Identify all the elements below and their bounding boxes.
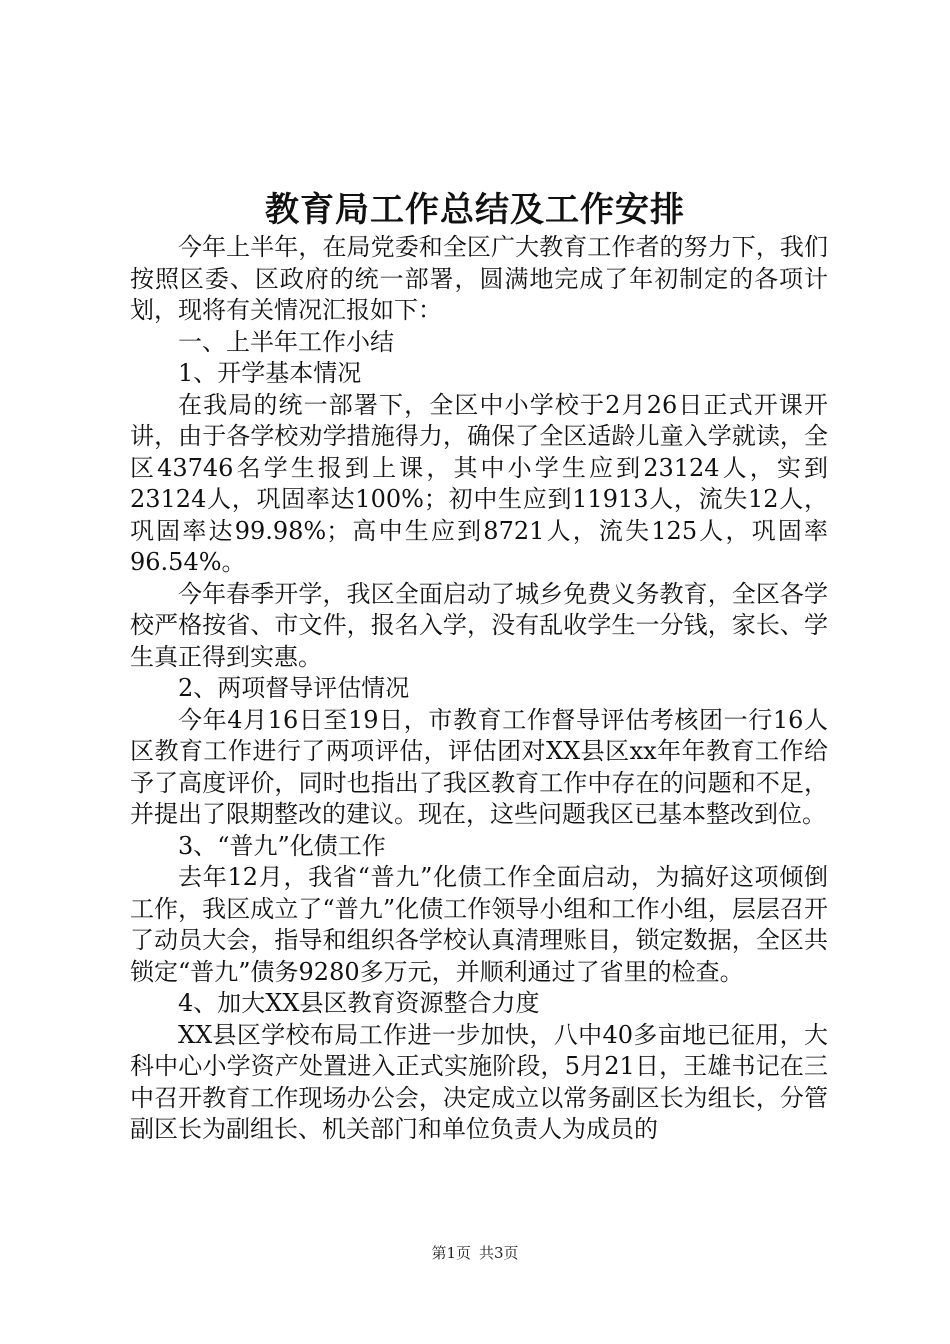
subsection-heading-4: 4、加大XX县区教育资源整合力度 <box>178 989 540 1017</box>
subsection-heading-3: 3、“普九”化债工作 <box>178 831 386 860</box>
paragraph-resources: XX县区学校布局工作进一步加快，八中40多亩地已征用，大科中心小学资产处置进入正式实施阶段，5月21日，王雄书记在三中召开教育工作现场办公会，决定成立以常务副区长为组长，分管副区长为副组长、机关部门和单位负责人为成员的 <box>130 1020 828 1143</box>
subsection-heading-2: 2、两项督导评估情况 <box>178 674 410 702</box>
document-title: 教育局工作总结及工作安排 <box>265 190 685 230</box>
paragraph-free-education: 今年春季开学，我区全面启动了城乡免费义务教育，全区各学校严格按省、市文件，报名入学，没有乱收学生一分钱，家长、学生真正得到实惠。 <box>130 579 828 671</box>
paragraph-evaluation: 今年4月16日至19日，市教育工作督导评估考核团一行16人区教育工作进行了两项评估，评估团对XX县区xx年年教育工作给予了高度评价，同时也指出了我区教育工作中存在的问题和不足，并提出了限期整改的建议。现在，这些问题我区已基本整改到位。 <box>130 705 828 828</box>
page-footer <box>0 1243 950 1263</box>
paragraph-enrollment: 在我局的统一部署下，全区中小学校于2月26日正式开课开讲，由于各学校劝学措施得力，确保了全区适龄儿童入学就读，全区43746名学生报到上课，其中小学生应到23124人，实到23124人，巩固率达100%；初中生应到11913人，流失12人，巩固率达99.98%；高中生应到8721人，流失125人，巩固率96.54%。 <box>130 390 828 576</box>
document-body <box>130 232 828 1146</box>
section-heading-1: 一、上半年工作小结 <box>178 327 394 356</box>
paragraph-debt: 去年12月，我省“普九”化债工作全面启动，为搞好这项倾倒工作，我区成立了“普九”化债工作领导小组和工作小组，层层召开了动员大会，指导和组织各学校认真清理账目，锁定数据，全区共锁定“普九”债务9280多万元，并顺利通过了省里的检查。 <box>130 863 828 986</box>
paragraph-intro: 今年上半年，在局党委和全区广大教育工作者的努力下，我们按照区委、区政府的统一部署，圆满地完成了年初制定的各项计划，现将有关情况汇报如下： <box>130 233 828 324</box>
subsection-heading-1: 1、开学基本情况 <box>178 359 362 387</box>
page-total: 共3页 <box>479 1244 519 1262</box>
page-number: 第1页 <box>431 1244 471 1262</box>
